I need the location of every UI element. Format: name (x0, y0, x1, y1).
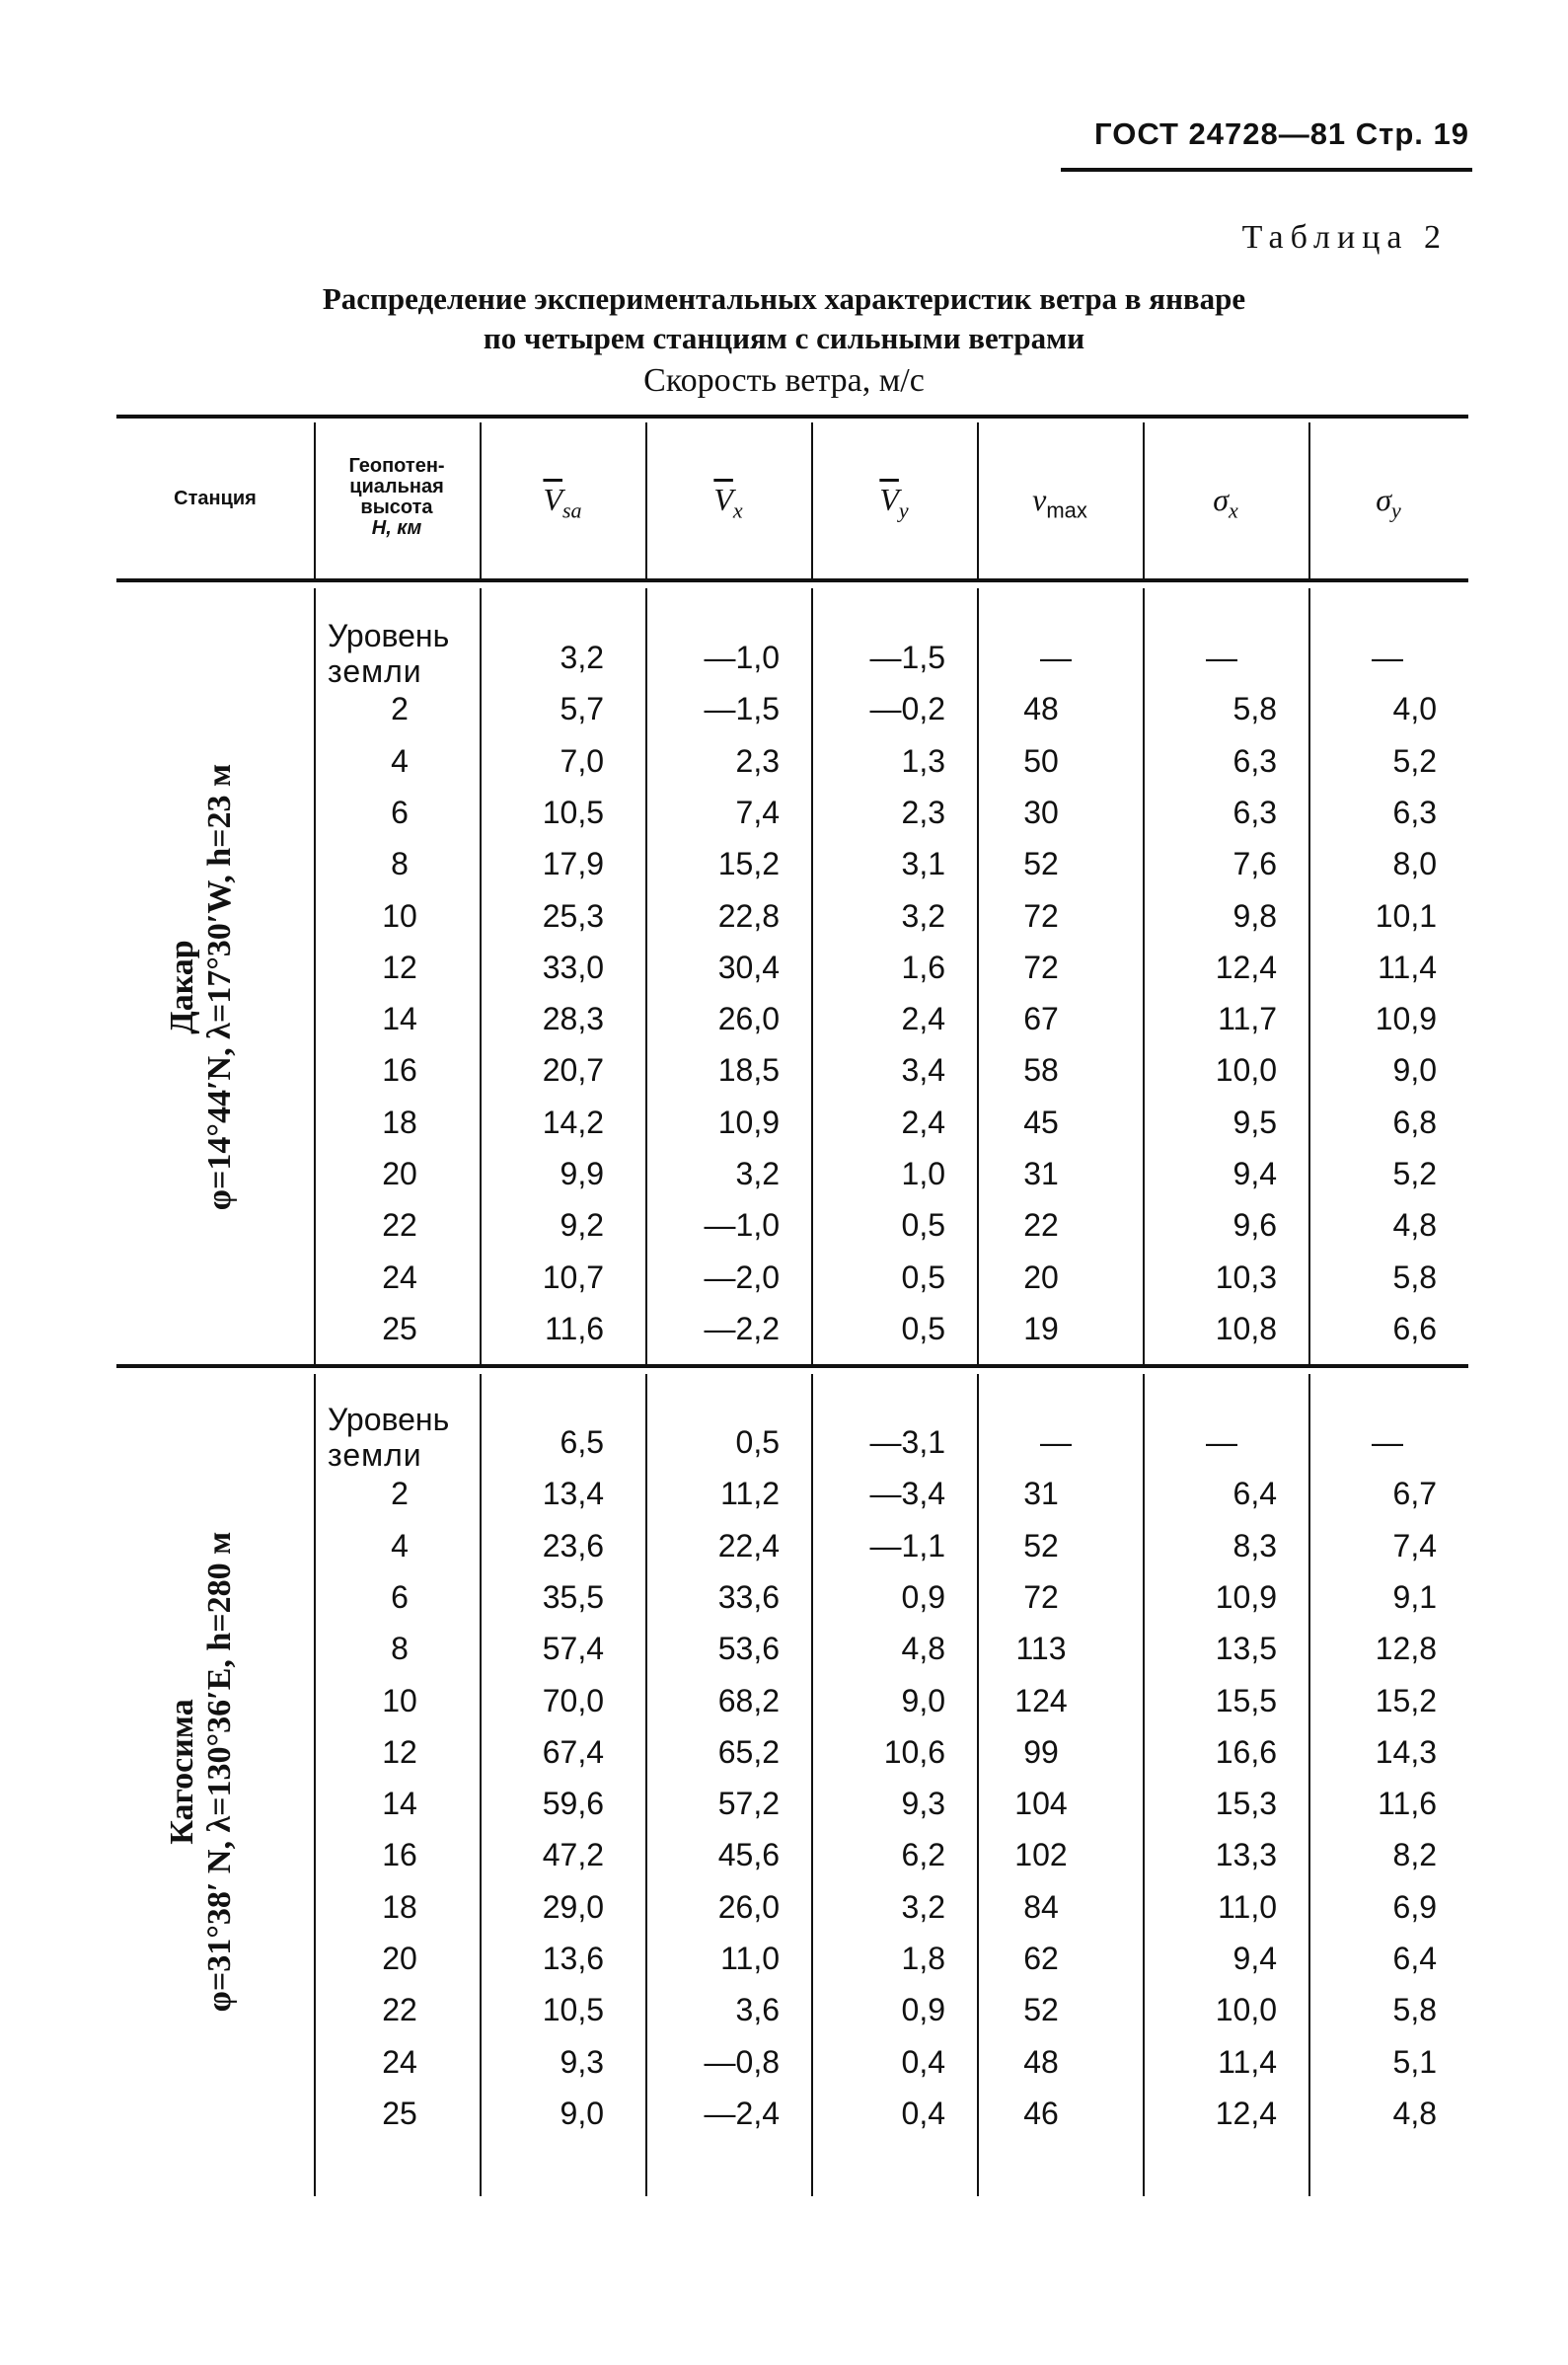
data-cell-vmax: 31 (1023, 1156, 1059, 1191)
height-cell: 10 (382, 1682, 417, 1718)
data-cell-vy: 1,8 (901, 1941, 945, 1976)
col-header-vy-sub: y (898, 497, 909, 523)
data-cell-vy: 2,3 (901, 794, 945, 830)
height-cell: 24 (382, 2043, 417, 2080)
data-cell-vy: 1,3 (901, 742, 945, 779)
data-cell-vy: 0,9 (901, 1992, 945, 2028)
station-coordinates: φ=31°38′ N, λ=130°36′E, h=280 м (201, 1531, 238, 2013)
data-cell-sx: 12,4 (1215, 2095, 1277, 2131)
column-rule (1308, 422, 1310, 578)
data-cell-sy: 10,9 (1375, 1001, 1437, 1037)
data-cell-sy: 5,8 (1392, 1259, 1437, 1295)
data-cell-sy: 10,1 (1375, 897, 1437, 934)
data-cell-vy: 0,5 (901, 1207, 945, 1244)
data-cell-vx: 65,2 (717, 1733, 780, 1770)
data-cell-vmax: 30 (1023, 794, 1059, 830)
col-header-vy-symbol: $\overline{V}$ (879, 482, 899, 517)
col-header-sigma-x-symbol: σ (1213, 482, 1229, 517)
data-cell-vsa: 6,5 (560, 1424, 604, 1460)
data-cell-vsa: 29,0 (542, 1888, 604, 1925)
data-cell-vy: 3,2 (901, 897, 945, 934)
station-label-dakar (164, 612, 262, 1362)
data-cell-sx: 7,6 (1232, 846, 1277, 882)
data-cell-vsa: 10,5 (542, 1992, 604, 2028)
data-cell-vx: 7,4 (735, 794, 780, 830)
data-cell-vmax: 72 (1023, 897, 1059, 934)
data-cell-sx: 15,5 (1215, 1682, 1277, 1718)
data-cell-vmax: 31 (1023, 1476, 1059, 1512)
data-cell-vy: 0,4 (901, 2043, 945, 2080)
data-cell-vmax: 52 (1023, 846, 1059, 882)
header-rule (1061, 168, 1472, 172)
data-cell-sx: 13,5 (1215, 1631, 1277, 1667)
data-cell-sx: — (1206, 1424, 1237, 1460)
data-cell-sx: 10,3 (1215, 1259, 1277, 1295)
col-header-sigma-y-sub: y (1391, 497, 1401, 523)
data-cell-sy: 5,2 (1392, 742, 1437, 779)
data-cell-sx: 9,4 (1232, 1156, 1277, 1191)
document-header: ГОСТ 24728—81 Стр. 19 (1094, 116, 1469, 151)
col-header-vmax-symbol: v (1032, 482, 1047, 517)
data-cell-vsa: 10,5 (542, 794, 604, 830)
data-cell-vmax: 62 (1023, 1941, 1059, 1976)
table-caption-line1: Распределение экспериментальных характеристик ветра в январе (322, 281, 1246, 316)
data-cell-vmax: 52 (1023, 1527, 1059, 1564)
data-cell-sx: 9,4 (1232, 1941, 1277, 1976)
data-cell-sy: 6,8 (1392, 1104, 1437, 1140)
col-header-sigma-x (1143, 482, 1308, 523)
column-rule (977, 422, 979, 578)
data-cell-sy: 6,9 (1392, 1888, 1437, 1925)
data-cell-vmax: 19 (1023, 1310, 1059, 1346)
column-rule (314, 422, 316, 578)
ground-level-label-line: Уровень (328, 618, 450, 653)
height-cell: 2 (391, 1476, 409, 1512)
data-cell-vmax: 124 (1014, 1682, 1068, 1718)
data-cell-vx: —2,4 (704, 2095, 780, 2131)
data-cell-vmax: 20 (1023, 1259, 1059, 1295)
ground-level-label (328, 1402, 485, 1473)
data-cell-sx: 8,3 (1232, 1527, 1277, 1564)
height-cell: 6 (391, 794, 409, 830)
data-cell-vy: 3,2 (901, 1888, 945, 1925)
col-header-sigma-y (1308, 482, 1468, 523)
height-cell: 20 (382, 1941, 417, 1976)
data-cell-vsa: 9,2 (560, 1207, 604, 1244)
section-divider-rule (116, 1364, 1468, 1368)
height-cell: 8 (391, 1631, 409, 1667)
column-rule (977, 1374, 979, 2196)
height-cell: 8 (391, 846, 409, 882)
height-cell: 18 (382, 1104, 417, 1140)
data-cell-vmax: 72 (1023, 1578, 1059, 1615)
ground-level-label (328, 618, 485, 689)
column-rule (480, 422, 482, 578)
ground-level-label-line: земли (328, 1437, 422, 1473)
height-cell: 22 (382, 1207, 417, 1244)
data-cell-vy: 0,5 (901, 1259, 945, 1295)
data-cell-vsa: 17,9 (542, 846, 604, 882)
data-cell-vy: 3,1 (901, 846, 945, 882)
data-cell-vy: 0,4 (901, 2095, 945, 2131)
data-cell-vx: 2,3 (735, 742, 780, 779)
col-header-vsa-sub: sa (561, 497, 582, 523)
col-header-height-line1: Геопотен- (348, 455, 445, 477)
data-cell-sx: 11,4 (1218, 2043, 1277, 2080)
data-cell-vx: 30,4 (717, 949, 780, 985)
height-cell: 14 (382, 1786, 417, 1822)
data-cell-vx: 45,6 (717, 1837, 780, 1873)
height-cell: 22 (382, 1992, 417, 2028)
height-cell: 20 (382, 1156, 417, 1191)
column-rule (314, 1374, 316, 2196)
data-cell-sy: 5,2 (1392, 1156, 1437, 1191)
data-cell-vy: 6,2 (901, 1837, 945, 1873)
data-cell-vx: 57,2 (717, 1786, 780, 1822)
data-cell-vsa: 7,0 (560, 742, 604, 779)
data-cell-sy: 6,3 (1392, 794, 1437, 830)
data-cell-vsa: 10,7 (542, 1259, 604, 1295)
data-cell-vmax: 84 (1023, 1888, 1059, 1925)
station-label-kagoshima (164, 1397, 262, 2147)
data-cell-vy: 0,9 (901, 1578, 945, 1615)
data-cell-vx: —2,0 (704, 1259, 780, 1295)
data-cell-vsa: 25,3 (542, 897, 604, 934)
col-header-vx (645, 482, 811, 523)
data-cell-sy: 11,4 (1378, 949, 1437, 985)
data-cell-vsa: 33,0 (542, 949, 604, 985)
height-cell: 4 (391, 1527, 409, 1564)
data-cell-vx: 33,6 (717, 1578, 780, 1615)
data-cell-sy: 5,1 (1392, 2043, 1437, 2080)
data-cell-sx: 10,0 (1215, 1052, 1277, 1089)
data-cell-vsa: 13,6 (542, 1941, 604, 1976)
data-cell-vsa: 23,6 (542, 1527, 604, 1564)
data-cell-vsa: 57,4 (542, 1631, 604, 1667)
station-name: Дакар (164, 940, 200, 1034)
data-cell-vmax: 67 (1023, 1001, 1059, 1037)
data-cell-vy: 10,6 (883, 1733, 945, 1770)
data-cell-vmax: 48 (1023, 2043, 1059, 2080)
data-cell-vx: 22,8 (717, 897, 780, 934)
data-cell-vmax: 52 (1023, 1992, 1059, 2028)
data-cell-sy: 8,0 (1392, 846, 1437, 882)
column-rule (977, 588, 979, 1364)
data-cell-vmax: — (1040, 640, 1072, 675)
data-cell-sx: 9,6 (1232, 1207, 1277, 1244)
data-cell-vx: 10,9 (717, 1104, 780, 1140)
data-cell-sx: 12,4 (1215, 949, 1277, 985)
ground-level-label-line: земли (328, 653, 422, 689)
data-cell-vy: 2,4 (901, 1104, 945, 1140)
col-header-vsa-symbol: $\overline{V}$ (543, 482, 562, 517)
data-cell-vx: —1,5 (704, 691, 780, 727)
data-cell-vx: 11,0 (720, 1941, 780, 1976)
data-cell-vsa: 47,2 (542, 1837, 604, 1873)
data-cell-vsa: 13,4 (542, 1476, 604, 1512)
data-cell-vy: 1,6 (901, 949, 945, 985)
height-cell: 24 (382, 1259, 417, 1295)
col-header-vmax (977, 482, 1143, 523)
data-cell-vy: 4,8 (901, 1631, 945, 1667)
data-cell-vmax: 50 (1023, 742, 1059, 779)
data-cell-sx: 11,7 (1218, 1001, 1277, 1037)
data-cell-sx: 13,3 (1215, 1837, 1277, 1873)
data-cell-sy: 6,4 (1392, 1941, 1437, 1976)
data-cell-sy: 6,7 (1392, 1476, 1437, 1512)
height-cell: 18 (382, 1888, 417, 1925)
data-cell-vy: 9,0 (901, 1682, 945, 1718)
data-cell-vmax: 22 (1023, 1207, 1059, 1244)
data-cell-vx: 26,0 (717, 1888, 780, 1925)
data-cell-vx: 18,5 (717, 1052, 780, 1089)
data-cell-vx: 0,5 (735, 1424, 780, 1460)
height-cell: 16 (382, 1837, 417, 1873)
col-header-vx-sub: x (732, 497, 743, 523)
data-cell-sx: 6,3 (1232, 794, 1277, 830)
data-cell-vx: —1,0 (704, 640, 780, 675)
col-header-height-line2: циальная (349, 476, 444, 497)
data-cell-vmax: 48 (1023, 691, 1059, 727)
station-coordinates: φ=14°44′N, λ=17°30′W, h=23 м (201, 763, 238, 1211)
data-cell-sy: 14,3 (1375, 1733, 1437, 1770)
data-cell-vx: 3,6 (735, 1992, 780, 2028)
data-cell-vsa: 11,6 (545, 1310, 604, 1346)
table-units: Скорость ветра, м/с (643, 362, 925, 399)
data-cell-sy: — (1372, 640, 1403, 675)
data-cell-sx: 16,6 (1215, 1733, 1277, 1770)
station-name: Кагосима (164, 1699, 200, 1845)
col-header-vy (811, 482, 977, 523)
height-cell: 10 (382, 897, 417, 934)
data-cell-vsa: 35,5 (542, 1578, 604, 1615)
col-header-sigma-y-symbol: σ (1376, 482, 1391, 517)
data-cell-vx: 22,4 (717, 1527, 780, 1564)
data-cell-vy: —1,5 (869, 640, 945, 675)
data-cell-sx: 9,5 (1232, 1104, 1277, 1140)
data-cell-vy: —0,2 (869, 691, 945, 727)
data-cell-sy: 12,8 (1375, 1631, 1437, 1667)
data-cell-vsa: 9,0 (560, 2095, 604, 2131)
data-cell-vmax: 102 (1014, 1837, 1068, 1873)
table-caption-line2: по четырем станциям с сильными ветрами (483, 321, 1085, 355)
data-cell-sx: 9,8 (1232, 897, 1277, 934)
data-cell-vx: 3,2 (735, 1156, 780, 1191)
data-cell-sx: 6,3 (1232, 742, 1277, 779)
data-cell-vy: 0,5 (901, 1310, 945, 1346)
data-cell-sy: 4,8 (1392, 1207, 1437, 1244)
data-cell-vmax: 45 (1023, 1104, 1059, 1140)
data-cell-vy: —1,1 (869, 1527, 945, 1564)
col-header-sigma-x-sub: x (1229, 497, 1238, 523)
data-cell-sx: 10,9 (1215, 1578, 1277, 1615)
col-header-vmax-sub: max (1046, 497, 1087, 523)
data-cell-vy: 9,3 (901, 1786, 945, 1822)
data-cell-sy: 4,0 (1392, 691, 1437, 727)
data-cell-vsa: 20,7 (542, 1052, 604, 1089)
data-cell-vmax: 72 (1023, 949, 1059, 985)
data-cell-sy: 15,2 (1375, 1682, 1437, 1718)
data-cell-vx: 26,0 (717, 1001, 780, 1037)
data-cell-vsa: 9,3 (560, 2043, 604, 2080)
data-cell-sx: 5,8 (1232, 691, 1277, 727)
data-cell-sx: 10,8 (1215, 1310, 1277, 1346)
data-cell-vsa: 70,0 (542, 1682, 604, 1718)
ground-level-label-line: Уровень (328, 1402, 450, 1437)
data-cell-vsa: 5,7 (560, 691, 604, 727)
height-cell: 2 (391, 691, 409, 727)
data-cell-sy: 9,1 (1392, 1578, 1437, 1615)
col-header-height-line3: высота (360, 496, 433, 518)
col-header-vx-symbol: $\overline{V}$ (713, 482, 733, 517)
column-rule (1143, 422, 1145, 578)
col-header-height (314, 456, 480, 539)
height-cell: 25 (382, 1310, 417, 1346)
column-rule (645, 422, 647, 578)
height-cell: 25 (382, 2095, 417, 2131)
data-cell-vsa: 9,9 (560, 1156, 604, 1191)
data-cell-sy: 5,8 (1392, 1992, 1437, 2028)
data-cell-sy: 7,4 (1392, 1527, 1437, 1564)
table-top-rule (116, 415, 1468, 419)
column-rule (811, 422, 813, 578)
header-bottom-rule (116, 578, 1468, 582)
data-cell-sx: 11,0 (1218, 1888, 1277, 1925)
table-number: Таблица 2 (1241, 219, 1448, 256)
data-cell-vy: 3,4 (901, 1052, 945, 1089)
data-cell-sy: 8,2 (1392, 1837, 1437, 1873)
data-cell-vsa: 28,3 (542, 1001, 604, 1037)
data-cell-sx: 10,0 (1215, 1992, 1277, 2028)
column-rule (314, 588, 316, 1364)
data-cell-sx: 6,4 (1232, 1476, 1277, 1512)
data-cell-vmax: 104 (1014, 1786, 1068, 1822)
data-cell-vmax: 58 (1023, 1052, 1059, 1089)
height-cell: 16 (382, 1052, 417, 1089)
height-cell: 12 (382, 949, 417, 985)
data-cell-vx: 15,2 (717, 846, 780, 882)
col-header-height-line4: H, км (371, 517, 422, 539)
data-cell-vmax: 99 (1023, 1733, 1059, 1770)
col-header-vsa (480, 482, 645, 523)
data-cell-sy: 6,6 (1392, 1310, 1437, 1346)
data-cell-sy: 11,6 (1378, 1786, 1437, 1822)
height-cell: 12 (382, 1733, 417, 1770)
data-cell-vsa: 67,4 (542, 1733, 604, 1770)
data-cell-vx: —1,0 (704, 1207, 780, 1244)
data-cell-vy: —3,1 (869, 1424, 945, 1460)
data-cell-vx: —2,2 (704, 1310, 780, 1346)
height-cell: 6 (391, 1578, 409, 1615)
data-cell-vmax: 113 (1015, 1631, 1067, 1667)
data-cell-sy: 4,8 (1392, 2095, 1437, 2131)
data-cell-sx: — (1206, 640, 1237, 675)
data-cell-vy: —3,4 (869, 1476, 945, 1512)
data-cell-vmax: — (1040, 1424, 1072, 1460)
data-cell-vx: 11,2 (720, 1476, 780, 1512)
data-cell-vmax: 46 (1023, 2095, 1059, 2131)
data-cell-vsa: 3,2 (560, 640, 604, 675)
data-cell-sy: 9,0 (1392, 1052, 1437, 1089)
data-cell-sy: — (1372, 1424, 1403, 1460)
height-cell: 4 (391, 742, 409, 779)
data-cell-sx: 15,3 (1215, 1786, 1277, 1822)
data-cell-vsa: 59,6 (542, 1786, 604, 1822)
data-cell-vy: 2,4 (901, 1001, 945, 1037)
height-cell: 14 (382, 1001, 417, 1037)
col-header-station: Станция (174, 488, 257, 509)
data-cell-vx: —0,8 (704, 2043, 780, 2080)
data-cell-vy: 1,0 (901, 1156, 945, 1191)
data-cell-vx: 53,6 (717, 1631, 780, 1667)
data-cell-vx: 68,2 (717, 1682, 780, 1718)
data-cell-vsa: 14,2 (542, 1104, 604, 1140)
